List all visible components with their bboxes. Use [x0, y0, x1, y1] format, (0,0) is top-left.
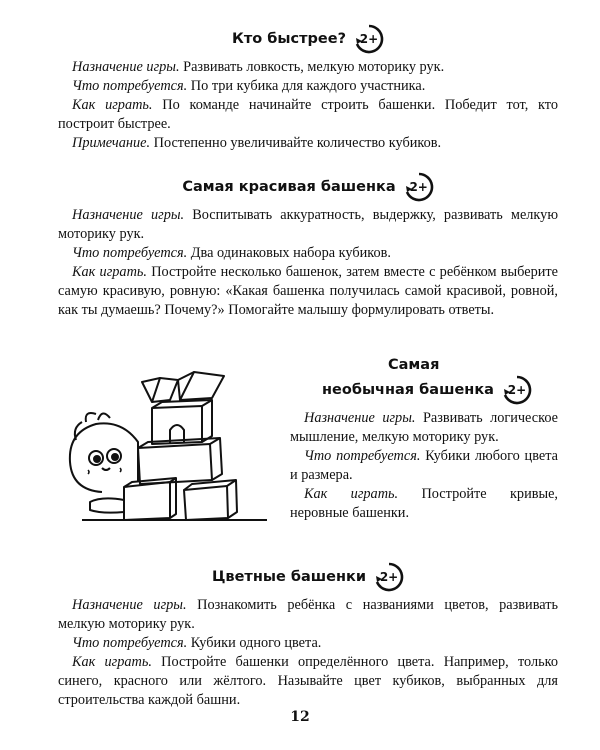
paragraph: Что потребуется. По три кубика для каждого участника. [72, 78, 426, 94]
boy-with-blocks-illustration [62, 362, 274, 532]
section-title [58, 562, 558, 592]
paragraph: Назначение игры. Воспитывать аккуратность, выдержку, развивать мелкую моторику рук. [58, 207, 559, 242]
section-kto-bystree [58, 24, 558, 153]
section-tsvetnye [58, 562, 558, 710]
section-title-text: Самая красивая башенка [182, 178, 396, 195]
paragraph: Что потребуется. Два одинаковых набора кубиков. [72, 245, 391, 261]
section-title-line1: Самая [388, 357, 440, 373]
section-title-text: Кто быстрее? [232, 30, 346, 47]
section-title [58, 172, 558, 202]
age-badge-icon: 2+ [354, 24, 384, 54]
section-title [290, 355, 558, 405]
age-badge-icon: 2+ [374, 562, 404, 592]
section-neobychnaya [290, 355, 558, 523]
section-samaya-krasivaya [58, 172, 558, 320]
paragraph: Примечание. Постепенно увеличивайте количество кубиков. [72, 135, 442, 151]
paragraph: Как играть. Постройте кривые, неровные башенки. [290, 486, 558, 521]
page-number: 12 [290, 709, 310, 725]
section-title-line2: необычная башенка [322, 381, 494, 398]
paragraph: Назначение игры. Развивать логическое мышление, мелкую моторику рук. [290, 410, 558, 445]
age-badge-icon: 2+ [502, 375, 532, 405]
paragraph: Назначение игры. Познакомить ребёнка с названиями цветов, развивать мелкую моторику рук. [58, 597, 559, 632]
paragraph: Что потребуется. Кубики одного цвета. [72, 635, 322, 651]
paragraph: Как играть. Постройте башенки определённого цвета. Например, только синего, красного или жёлтого. Называйте цвет кубиков, выбранных для строительства каждой башни. [58, 654, 558, 708]
paragraph: Назначение игры. Развивать ловкость, мелкую моторику рук. [72, 59, 445, 75]
paragraph: Как играть. По команде начинайте строить башенки. Победит тот, кто построит быстрее. [58, 97, 558, 132]
age-badge-icon: 2+ [404, 172, 434, 202]
paragraph: Что потребуется. Кубики любого цвета и размера. [290, 448, 558, 483]
section-title [58, 24, 558, 54]
paragraph: Как играть. Постройте несколько башенок, затем вместе с ребёнком выберите самую красивую, ровную: «Какая башенка получилась самой красивой, ровной, как ты думаешь? Почему?» Помогайте малышу формулировать ответы. [58, 264, 558, 318]
section-title-text: Цветные башенки [211, 568, 367, 585]
